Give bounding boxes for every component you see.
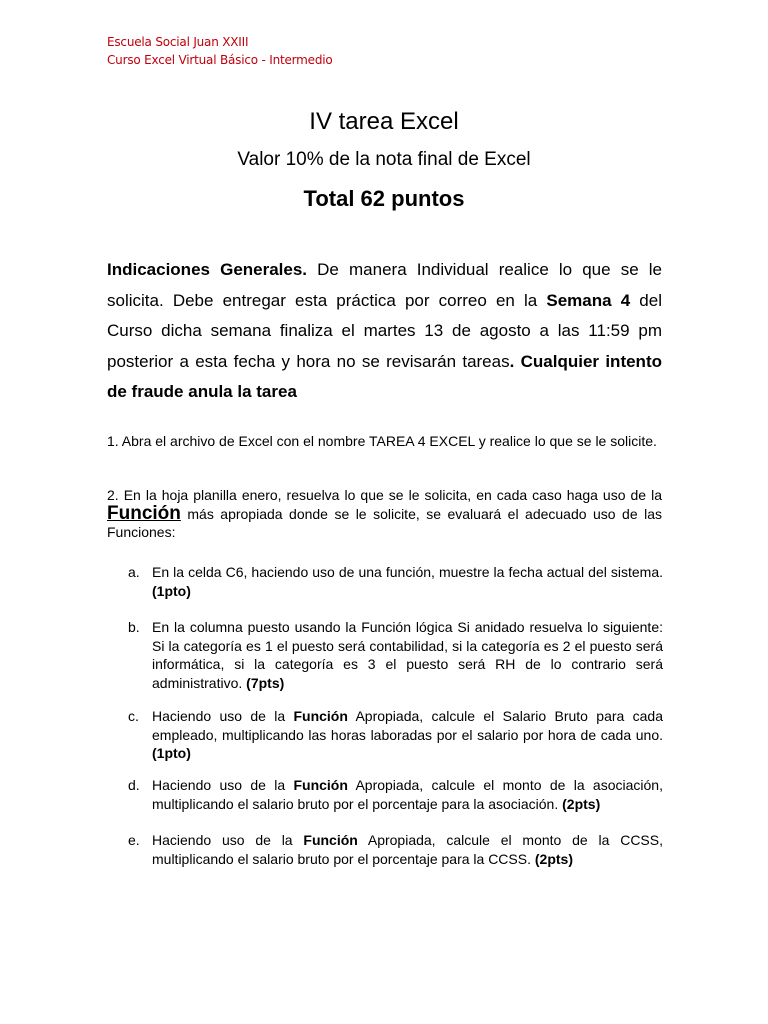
subitem-pre: Haciendo uso de la xyxy=(152,777,294,793)
subitem-points: (7pts) xyxy=(246,674,285,691)
instruction-1: 1. Abra el archivo de Excel con el nombre TAREA 4 EXCEL y realice lo que se le solicite. xyxy=(107,433,657,449)
subitem-points: (1pto) xyxy=(152,582,191,599)
funcion-emphasis: Función xyxy=(107,502,181,524)
subitem-text: Apropiada, calcule el monto de la CCSS, multiplicando el salario bruto por el porcentaje para la CCSS. xyxy=(152,832,663,867)
subitem-funcion: Función xyxy=(293,708,348,724)
general-instructions xyxy=(107,255,662,408)
instruction-2-text-2: más apropiada donde se le solicite, se evaluará el adecuado uso de las Funciones: xyxy=(107,505,662,540)
subitem-points: (2pts) xyxy=(534,850,573,867)
subitem-points: (2pts) xyxy=(562,795,601,812)
instruction-2 xyxy=(107,486,662,542)
header-course: Curso Excel Virtual Básico - Intermedio xyxy=(107,53,333,67)
week-label: Semana 4 xyxy=(546,290,631,310)
document-subtitle: Valor 10% de la nota final de Excel xyxy=(237,149,531,170)
instruction-2-text-1: 2. En la hoja planilla enero, resuelva lo que se le solicita, en cada caso haga uso de la xyxy=(107,487,662,503)
subitem-pre: Haciendo uso de la xyxy=(152,708,294,724)
subitem-text: En la columna puesto usando la Función lógica Si anidado resuelva lo siguiente: Si la categoría es 1 el puesto será contabilidad, si la categoría es 2 el puesto será informática, si la categoría es 3 el puesto será RH de lo contrario será administrativo. xyxy=(152,619,663,691)
general-label: Indicaciones Generales. xyxy=(107,260,308,279)
subitem-text: Apropiada, calcule el monto de la asociación, multiplicando el salario bruto por el porcentaje para la asociación. xyxy=(152,777,663,812)
subitem-text: Apropiada, calcule el Salario Bruto para cada empleado, multiplicando las horas laboradas por el salario por hora de cada uno. xyxy=(152,708,663,743)
subitem-letter: a. xyxy=(128,564,140,580)
header-school: Escuela Social Juan XXIII xyxy=(107,35,249,49)
subitem-funcion: Función xyxy=(303,832,358,848)
subitem-letter: d. xyxy=(128,777,140,793)
general-period: . xyxy=(509,351,515,371)
general-text-1: De manera Individual realice lo que se le solicita. Debe entregar esta práctica por correo en la xyxy=(107,260,663,310)
fraud-warning: Cualquier intento de fraude anula la tarea xyxy=(107,351,662,401)
subitem-d xyxy=(128,776,663,813)
subitem-letter: e. xyxy=(128,832,140,848)
subitem-text: En la celda C6, haciendo uso de una función, muestre la fecha actual del sistema. xyxy=(152,564,663,580)
subitem-a xyxy=(128,563,663,600)
subitem-points: (1pto) xyxy=(152,745,191,761)
subitem-b xyxy=(128,618,663,692)
subitem-letter: b. xyxy=(128,619,140,635)
subitem-e xyxy=(128,831,663,868)
document-title: IV tarea Excel xyxy=(309,108,459,135)
total-points: Total 62 puntos xyxy=(303,186,465,211)
general-text-2: del Curso dicha semana finaliza el martes 13 de agosto a las 11:59 pm posterior a esta fecha y hora no se revisarán tareas xyxy=(107,290,662,371)
subitem-letter: c. xyxy=(128,708,139,724)
subitem-funcion: Función xyxy=(293,777,348,793)
subitem-c xyxy=(128,707,663,763)
subitem-pre: Haciendo uso de la xyxy=(152,832,304,848)
